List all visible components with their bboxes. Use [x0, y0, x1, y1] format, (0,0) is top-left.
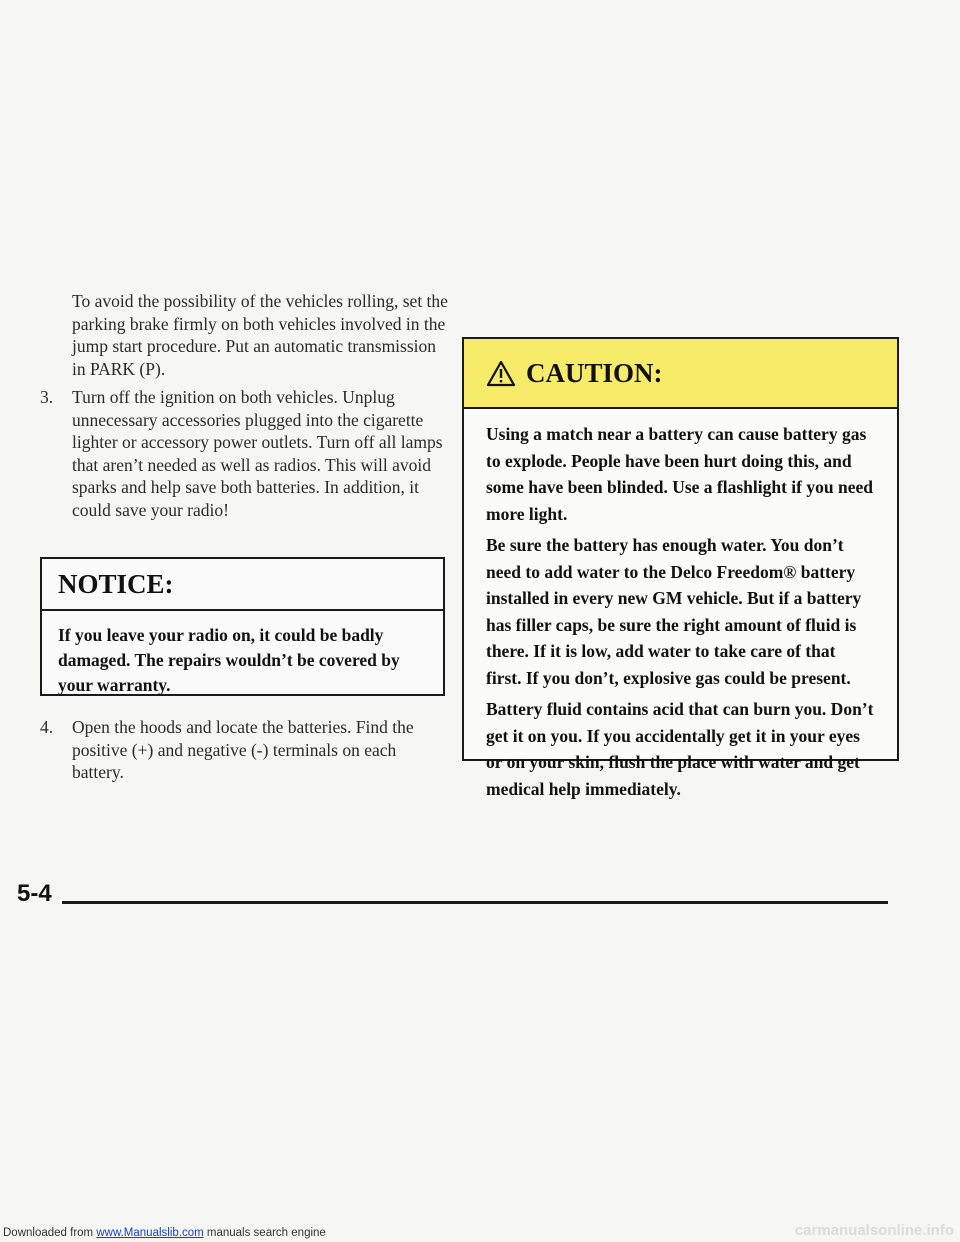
download-footer	[3, 1227, 326, 1239]
step-3-text: Turn off the ignition on both vehicles. Unplug unnecessary accessories plugged into the cigarette lighter or accessory power outlets. Turn off all lamps that aren’t needed as well as radios. This will avoid sparks and help save both batteries. In addition, it could save your radio!	[72, 387, 443, 520]
page-number: 5-4	[17, 880, 52, 907]
caution-box	[462, 337, 899, 799]
step-4-text: Open the hoods and locate the batteries. Find the positive (+) and negative (-) terminals on each battery.	[72, 717, 414, 782]
notice-title: NOTICE:	[42, 559, 443, 611]
caution-body	[464, 409, 897, 802]
step-3	[40, 386, 450, 521]
step-4	[40, 716, 440, 784]
caution-paragraph: Battery fluid contains acid that can burn you. Don’t get it on you. If you accidentally get it in your eyes or on your skin, flush the place with water and get medical help immediately.	[486, 699, 874, 799]
step-4-number: 4.	[40, 717, 54, 737]
footer-prefix: Downloaded from	[3, 1227, 97, 1239]
watermark: carmanualsonline.info	[794, 1222, 954, 1239]
manualslib-link[interactable]: www.Manualslib.com	[96, 1227, 204, 1239]
notice-text: If you leave your radio on, it could be badly damaged. The repairs wouldn’t be covered by your warranty.	[58, 625, 400, 695]
notice-box	[40, 557, 445, 696]
intro-paragraph: To avoid the possibility of the vehicles rolling, set the parking brake firmly on both vehicles involved in the jump start procedure. Put an automatic transmission in PARK (P).	[72, 291, 448, 379]
caution-header	[464, 339, 897, 409]
caution-paragraph: Be sure the battery has enough water. You don’t need to add water to the Delco Freedom® battery installed in every new GM vehicle. But if a battery has filler caps, be sure the right amount of fluid is there. If it is low, add water to take care of that first. If you don’t, explosive gas could be present.	[486, 535, 862, 688]
step-3-number: 3.	[40, 387, 54, 407]
warning-triangle-icon	[486, 360, 516, 387]
page-rule	[62, 901, 888, 904]
footer-suffix: manuals search engine	[203, 1227, 326, 1239]
caution-title: CAUTION:	[526, 357, 663, 388]
left-column	[40, 290, 450, 527]
caution-paragraph: Using a match near a battery can cause battery gas to explode. People have been hurt doing this, and some have been blinded. Use a flashlight if you need more light.	[486, 424, 873, 524]
